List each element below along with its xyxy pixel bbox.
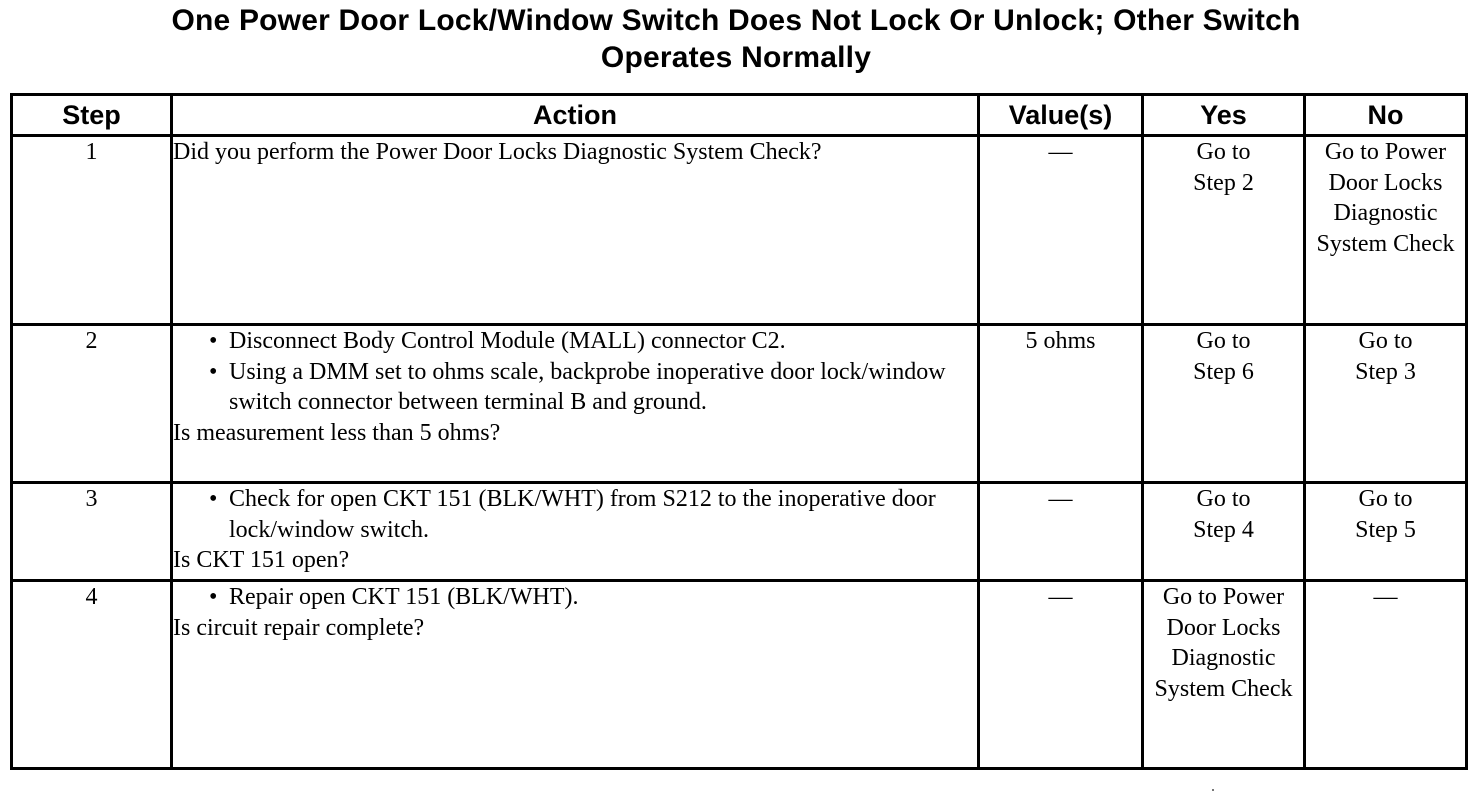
value-cell: — [979, 581, 1143, 769]
table-row [12, 136, 1467, 325]
value-cell: — [979, 483, 1143, 581]
scan-speck [1212, 789, 1214, 791]
action-cell [172, 581, 979, 769]
yes-cell: Go to Power Door Locks Diagnostic System Check [1143, 581, 1305, 769]
action-question: Is measurement less than 5 ohms? [173, 419, 501, 446]
action-bullet: • Disconnect Body Control Module (MALL) connector C2. [209, 326, 977, 357]
step-number: 2 [12, 325, 172, 483]
action-bullets [173, 484, 977, 545]
step-number: 4 [12, 581, 172, 769]
action-bullet: • Using a DMM set to ohms scale, backprobe inoperative door lock/window switch connector between terminal B and ground. [209, 357, 977, 418]
action-cell [172, 325, 979, 483]
step-number: 1 [12, 136, 172, 325]
action-cell [172, 136, 979, 325]
header-row [12, 95, 1467, 136]
action-bullets [173, 582, 977, 613]
no-cell: Go to Power Door Locks Diagnostic System Check [1305, 136, 1467, 325]
title-line-2: Operates Normally [600, 41, 872, 74]
action-cell [172, 483, 979, 581]
table-row [12, 483, 1467, 581]
header-step: Step [12, 95, 172, 136]
action-bullet: • Repair open CKT 151 (BLK/WHT). [209, 582, 977, 613]
page-title [0, 2, 1472, 76]
action-question: Is circuit repair complete? [173, 614, 425, 641]
no-cell: Go to Step 5 [1305, 483, 1467, 581]
yes-cell: Go to Step 4 [1143, 483, 1305, 581]
yes-cell: Go to Step 6 [1143, 325, 1305, 483]
header-values: Value(s) [979, 95, 1143, 136]
title-line-1: One Power Door Lock/Window Switch Does Not Lock Or Unlock; Other Switch [171, 4, 1301, 37]
header-yes: Yes [1143, 95, 1305, 136]
value-cell: — [979, 136, 1143, 325]
no-cell: Go to Step 3 [1305, 325, 1467, 483]
action-bullet: • Check for open CKT 151 (BLK/WHT) from S212 to the inoperative door lock/window switch. [209, 484, 977, 545]
header-no: No [1305, 95, 1467, 136]
no-cell: — [1305, 581, 1467, 769]
header-action: Action [172, 95, 979, 136]
yes-cell: Go to Step 2 [1143, 136, 1305, 325]
value-cell: 5 ohms [979, 325, 1143, 483]
action-question: Is CKT 151 open? [173, 547, 350, 573]
action-bullets [173, 326, 977, 418]
step-number: 3 [12, 483, 172, 581]
action-question: Did you perform the Power Door Locks Diagnostic System Check? [173, 139, 822, 165]
table-row [12, 325, 1467, 483]
table-row [12, 581, 1467, 769]
diagnostic-table [10, 93, 1468, 770]
